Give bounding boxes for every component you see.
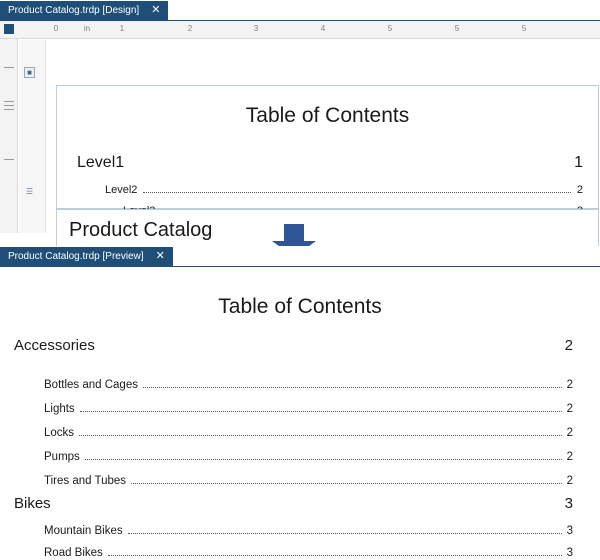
band-marker-icon[interactable]: ☰ (25, 187, 34, 196)
design-tab-bar (0, 0, 600, 20)
design-canvas[interactable] (19, 40, 600, 241)
preview-toc-label: Bikes (14, 495, 51, 512)
preview-toc-entry[interactable] (14, 475, 573, 488)
design-toc-label: Level2 (105, 184, 138, 196)
design-detail-title: Product Catalog (69, 219, 213, 241)
horizontal-ruler[interactable] (0, 21, 600, 39)
leader-dots (143, 191, 570, 193)
ruler-tick: 0 (53, 24, 59, 33)
preview-toc-page: 3 (564, 495, 573, 512)
ruler-tick: 3 (253, 24, 259, 33)
preview-toc-entry[interactable] (14, 427, 573, 440)
ruler-unit-label: in (83, 24, 91, 33)
design-surface (0, 20, 600, 241)
design-toc-label: Level1 (77, 154, 125, 171)
design-view-pane (0, 0, 600, 241)
leader-dots (128, 532, 562, 534)
design-toc-row-level2[interactable] (57, 184, 598, 197)
preview-toc-label: Mountain Bikes (44, 525, 123, 537)
preview-toc-entry[interactable] (14, 495, 573, 512)
close-icon[interactable]: ✕ (151, 4, 161, 16)
preview-toc-page: 2 (566, 427, 573, 439)
preview-tab-bar (0, 246, 600, 266)
ruler-tick: 4 (320, 24, 326, 33)
ruler-tick (4, 159, 14, 160)
leader-dots (131, 482, 562, 484)
preview-toc-page: 2 (566, 451, 573, 463)
tab-design[interactable] (0, 1, 168, 20)
design-toc-page: 2 (576, 184, 583, 196)
preview-view-pane (0, 246, 600, 559)
preview-toc-page: 2 (566, 379, 573, 391)
preview-toc-entry[interactable] (14, 525, 573, 538)
table-of-contents-band[interactable] (56, 85, 599, 209)
preview-toc-page: 2 (566, 403, 573, 415)
preview-toc-page: 2 (564, 337, 573, 354)
ruler-tick: 5 (521, 24, 527, 33)
tab-design-label: Product Catalog.trdp [Design] (8, 5, 140, 16)
preview-toc-page: 3 (566, 547, 573, 559)
vertical-ruler[interactable] (0, 39, 18, 233)
leader-dots (85, 458, 562, 460)
ruler-tick: 5 (454, 24, 460, 33)
preview-toc-label: Accessories (14, 337, 95, 354)
band-handle-icon[interactable]: ■ (24, 67, 35, 78)
preview-toc-entry[interactable] (14, 451, 573, 464)
tab-preview[interactable] (0, 247, 173, 266)
ruler-tick: 1 (119, 24, 125, 33)
preview-toc-page: 2 (566, 475, 573, 487)
ruler-tick (4, 109, 14, 110)
preview-toc-label: Locks (44, 427, 75, 439)
close-icon[interactable]: ✕ (155, 250, 165, 262)
ruler-tick (4, 101, 14, 102)
preview-toc-entry[interactable] (14, 379, 573, 392)
preview-toc-title: Table of Contents (218, 295, 382, 318)
preview-toc-entry[interactable] (14, 547, 573, 560)
preview-surface[interactable] (0, 266, 600, 559)
leader-dots (79, 434, 562, 436)
preview-toc-page: 3 (566, 525, 573, 537)
leader-dots (80, 410, 562, 412)
preview-toc-label: Pumps (44, 451, 80, 463)
preview-toc-entry[interactable] (14, 403, 573, 416)
preview-toc-label: Road Bikes (44, 547, 103, 559)
design-toc-title: Table of Contents (245, 104, 410, 127)
ruler-tick (4, 105, 14, 106)
tab-preview-label: Product Catalog.trdp [Preview] (8, 251, 144, 262)
preview-toc-label: Lights (44, 403, 75, 415)
ruler-tick (4, 67, 14, 68)
ruler-tick: 5 (387, 24, 393, 33)
ruler-corner-marker (4, 24, 14, 34)
ruler-tick: 2 (187, 24, 193, 33)
leader-dots (143, 386, 562, 388)
preview-toc-entry[interactable] (14, 337, 573, 354)
design-toc-row-level1[interactable] (57, 154, 598, 172)
leader-dots (108, 554, 562, 556)
preview-toc-label: Tires and Tubes (44, 475, 127, 487)
preview-toc-label: Bottles and Cages (44, 379, 138, 391)
design-toc-page: 1 (574, 154, 583, 171)
